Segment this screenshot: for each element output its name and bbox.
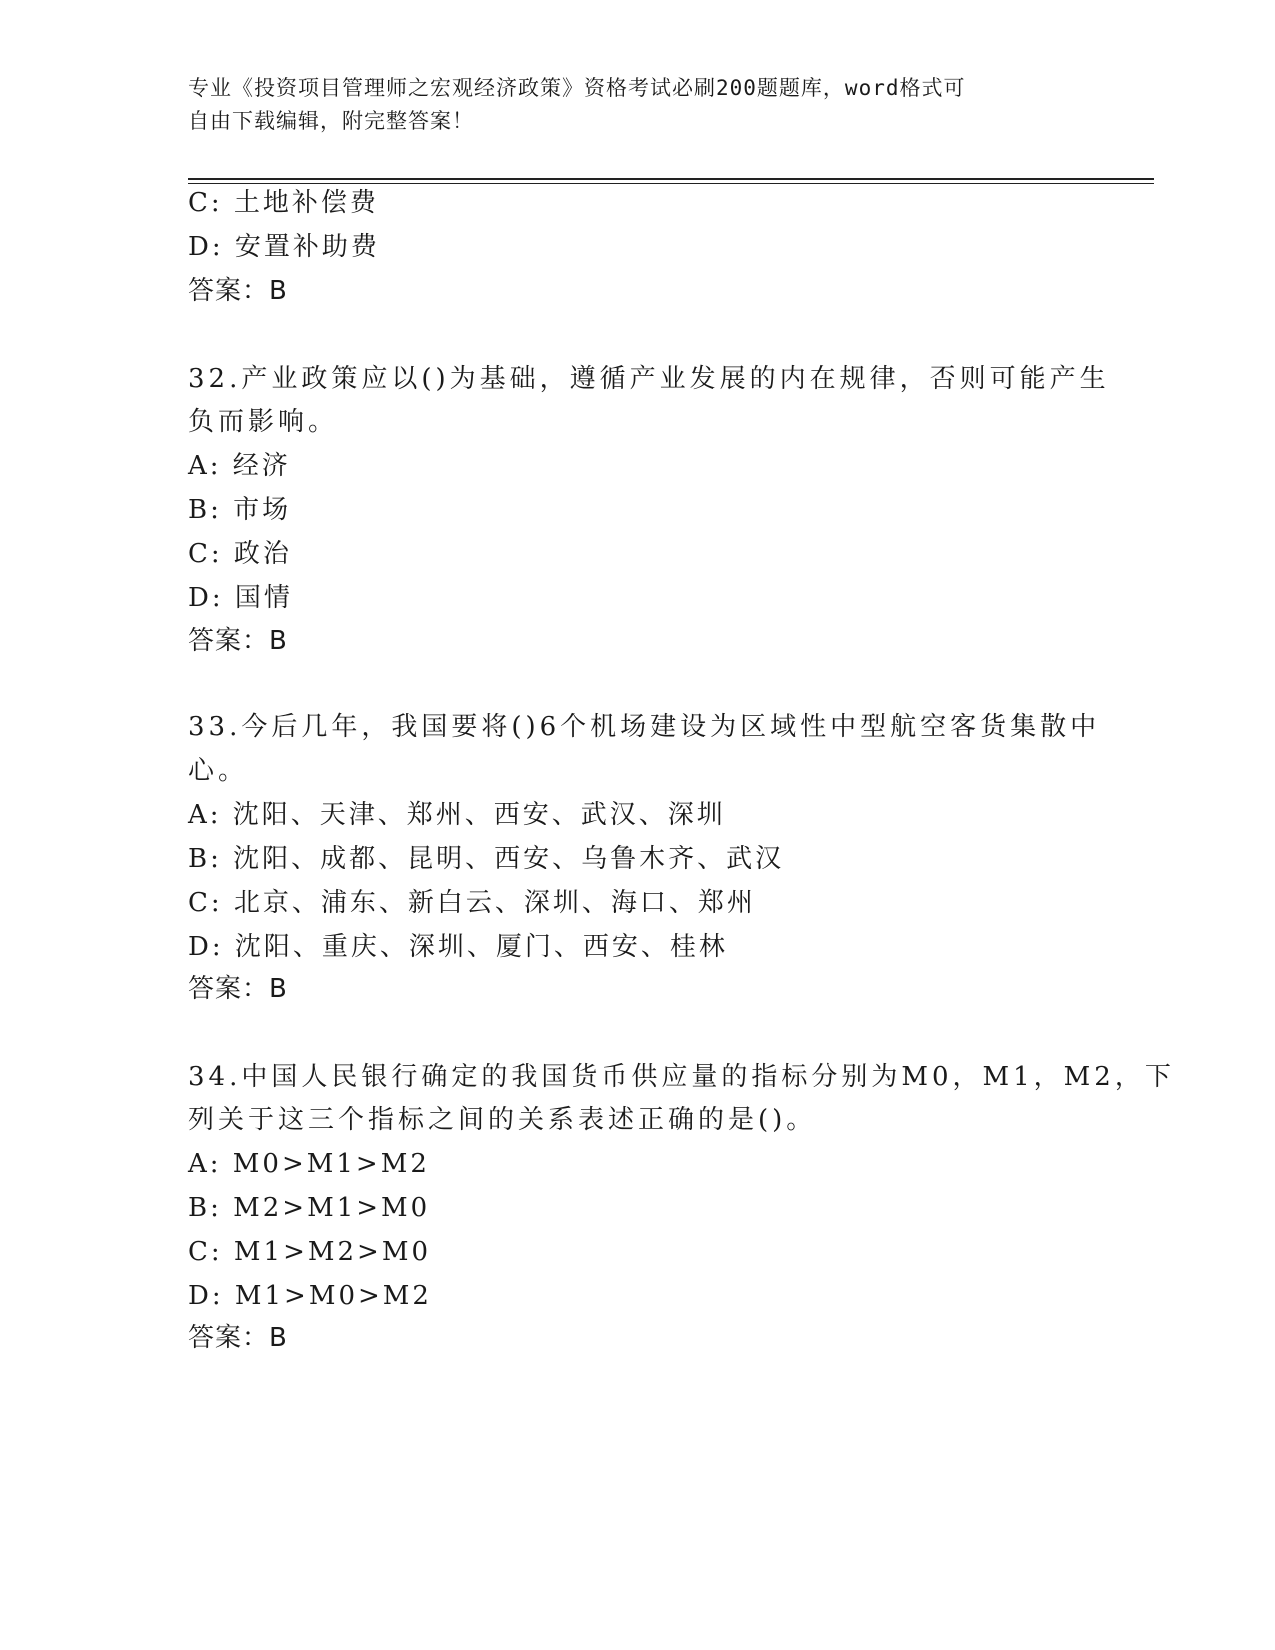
question-34-answer: 答案：B [188, 1323, 288, 1353]
header-line-1: 专业《投资项目管理师之宏观经济政策》资格考试必刷200题题库，word格式可 [188, 76, 966, 100]
question-33-answer: 答案：B [188, 974, 288, 1004]
header-divider-thick [188, 178, 1154, 180]
question-34-option-b: B: M2>M1>M0 [188, 1193, 431, 1223]
question-33-option-b: B: 沈阳、成都、昆明、西安、乌鲁木齐、武汉 [188, 844, 785, 874]
option-d: D: 安置补助费 [188, 232, 380, 262]
question-33-option-a: A: 沈阳、天津、郑州、西安、武汉、深圳 [188, 800, 726, 830]
question-32-stem-line-1: 32.产业政策应以()为基础，遵循产业发展的内在规律，否则可能产生 [188, 364, 1110, 394]
question-34-stem-line-1: 34.中国人民银行确定的我国货币供应量的指标分别为M0，M1，M2，下 [188, 1062, 1175, 1092]
question-34-option-d: D: M1>M0>M2 [188, 1281, 432, 1311]
question-34-option-a: A: M0>M1>M2 [188, 1149, 430, 1179]
header-line-2: 自由下载编辑，附完整答案！ [188, 109, 474, 133]
option-c: C: 土地补偿费 [188, 188, 379, 218]
question-33-option-d: D: 沈阳、重庆、深圳、厦门、西安、桂林 [188, 932, 728, 962]
question-33-stem-line-2: 心。 [188, 756, 249, 786]
question-32-option-c: C: 政治 [188, 539, 292, 569]
header-divider-thin [188, 183, 1154, 184]
question-32-answer: 答案：B [188, 626, 288, 656]
question-32-option-b: B: 市场 [188, 495, 292, 525]
page-header [188, 72, 1068, 138]
question-34-option-c: C: M1>M2>M0 [188, 1237, 431, 1267]
question-33-option-c: C: 北京、浦东、新白云、深圳、海口、郑州 [188, 888, 756, 918]
question-32-option-d: D: 国情 [188, 583, 293, 613]
question-32-option-a: A: 经济 [188, 451, 291, 481]
question-32-stem-line-2: 负而影响。 [188, 407, 339, 437]
question-34-stem-line-2: 列关于这三个指标之间的关系表述正确的是()。 [188, 1105, 817, 1135]
answer-label: 答案：B [188, 276, 288, 306]
question-33-stem-line-1: 33.今后几年，我国要将()6个机场建设为区域性中型航空客货集散中 [188, 712, 1101, 742]
